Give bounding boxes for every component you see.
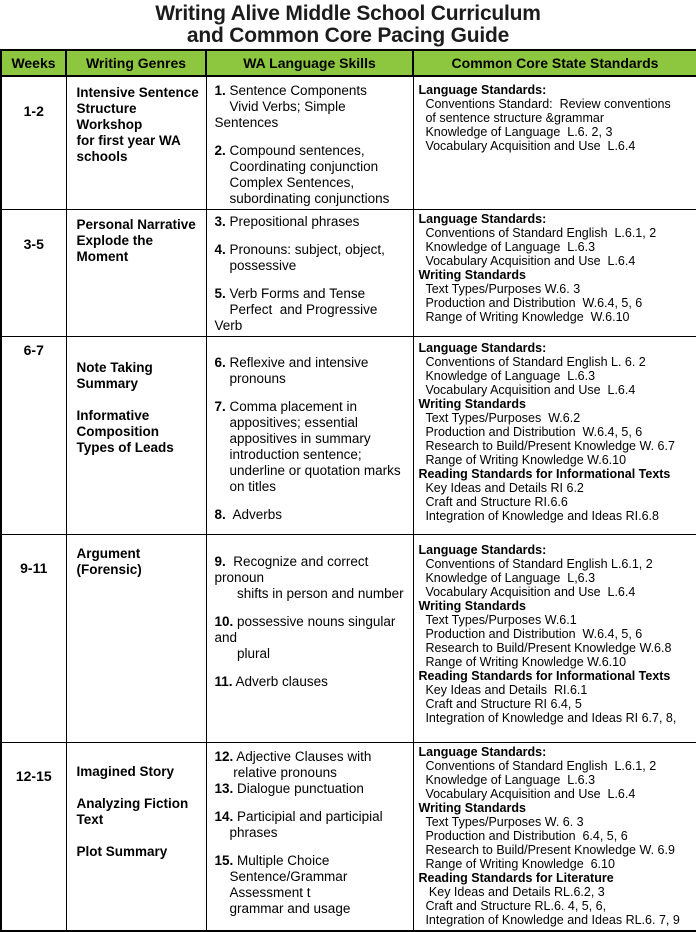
standards-cell bbox=[413, 76, 696, 210]
standards-item: Conventions of Standard English L.6.1, 2 bbox=[418, 226, 657, 240]
standards-item: Knowledge of Language L.6.3 bbox=[418, 369, 596, 383]
skill-item bbox=[215, 143, 409, 207]
standards-item: Knowledge of Language L.6.3 bbox=[418, 773, 596, 787]
table-row bbox=[1, 743, 696, 931]
genres-cell bbox=[66, 535, 206, 743]
header-writing-genres: Writing Genres bbox=[66, 50, 206, 76]
table-row bbox=[1, 210, 696, 337]
skill-item bbox=[215, 286, 409, 334]
skill-item bbox=[215, 242, 409, 274]
skill-number: 6. bbox=[214, 355, 226, 370]
skill-item bbox=[215, 809, 409, 841]
standards-heading: Reading Standards for Informational Texts bbox=[418, 467, 671, 481]
standards-item: Range of Writing Knowledge W.6.10 bbox=[418, 655, 627, 669]
genre-paragraph: Plot Summary bbox=[76, 844, 168, 859]
page-title bbox=[0, 3, 696, 47]
table-row bbox=[1, 76, 696, 210]
genre-paragraph: Informative Composition Types of Leads bbox=[76, 408, 174, 455]
skill-text: Sentence Components Vivid Verbs; Simple Sentences bbox=[214, 83, 367, 130]
standards-item: Craft and Structure RL.6. 4, 5, 6, bbox=[418, 899, 607, 913]
genre-paragraph: Analyzing Fiction Text bbox=[76, 796, 189, 827]
standards-item: Conventions Standard: Review conventions of sentence structure &grammar bbox=[425, 97, 671, 125]
genre-paragraph: Intensive Sentence Structure Workshop for first year WA schools bbox=[76, 85, 199, 164]
skill-number: 7. bbox=[214, 399, 226, 414]
standards-item: Production and Distribution 6.4, 5, 6 bbox=[418, 829, 628, 843]
skill-number: 12. bbox=[214, 749, 234, 764]
skill-text: Adverb clauses bbox=[232, 674, 328, 689]
skill-text: Compound sentences, Coordinating conjunction Complex Sentences, subordinating conjunctions bbox=[229, 143, 390, 206]
standards-item: Range of Writing Knowledge 6.10 bbox=[418, 857, 615, 871]
standards-heading: Writing Standards bbox=[418, 801, 526, 815]
standards-item: Integration of Knowledge and Ideas RI.6.8 bbox=[418, 509, 659, 523]
skill-text: Reflexive and intensive pronouns bbox=[229, 355, 369, 386]
standards-heading: Reading Standards for Informational Texts bbox=[418, 669, 671, 683]
standards-item: Conventions of Standard English L. 6. 2 bbox=[418, 355, 646, 369]
skill-item bbox=[215, 749, 409, 781]
pacing-guide-table bbox=[0, 49, 696, 932]
weeks-cell: 3-5 bbox=[1, 210, 66, 337]
standards-item: Knowledge of Language L.6. 2, 3 bbox=[418, 125, 613, 139]
standards-item: Research to Build/Present Knowledge W.6.8 bbox=[418, 641, 672, 655]
weeks-cell: 12-15 bbox=[1, 743, 66, 931]
standards-heading: Language Standards: bbox=[418, 83, 547, 97]
skill-number: 14. bbox=[214, 809, 234, 824]
standards-item: Text Types/Purposes W.6.1 bbox=[418, 613, 577, 627]
skill-number: 11. bbox=[214, 674, 233, 689]
skill-number: 15. bbox=[214, 853, 234, 868]
page bbox=[0, 3, 696, 932]
standards-cell bbox=[413, 535, 696, 743]
standards-item: Range of Writing Knowledge W.6.10 bbox=[418, 310, 630, 324]
standards-heading: Writing Standards bbox=[418, 268, 526, 282]
table-row bbox=[1, 337, 696, 535]
genre-paragraph: Note Taking Summary bbox=[76, 360, 153, 391]
skill-item bbox=[215, 674, 409, 690]
page-title-line2: and Common Core Pacing Guide bbox=[186, 24, 510, 47]
skill-text: Verb Forms and Tense Perfect and Progressive Verb bbox=[214, 286, 378, 333]
header-weeks: Weeks bbox=[1, 50, 66, 76]
genre-paragraph: Imagined Story bbox=[76, 764, 175, 779]
weeks-cell: 9-11 bbox=[1, 535, 66, 743]
header-row bbox=[1, 50, 696, 76]
skill-item bbox=[215, 614, 409, 662]
skill-text: Comma placement in appositives; essential appositives in summary introduction sentence; underline or quotation marks on titles bbox=[229, 399, 401, 494]
standards-item: Research to Build/Present Knowledge W. 6.7 bbox=[418, 439, 675, 453]
standards-item: Production and Distribution W.6.4, 5, 6 bbox=[418, 627, 643, 641]
skill-text: Multiple Choice Sentence/Grammar Assessment t grammar and usage bbox=[229, 853, 351, 916]
standards-heading: Language Standards: bbox=[418, 745, 547, 759]
standards-item: Range of Writing Knowledge W.6.10 bbox=[418, 453, 627, 467]
standards-cell bbox=[413, 210, 696, 337]
skill-item bbox=[215, 355, 409, 387]
standards-item: Vocabulary Acquisition and Use L.6.4 bbox=[418, 585, 636, 599]
header-common-core-standards: Common Core State Standards bbox=[413, 50, 696, 76]
standards-heading: Language Standards: bbox=[418, 212, 547, 226]
skill-item bbox=[215, 554, 409, 602]
standards-item: Vocabulary Acquisition and Use L.6.4 bbox=[418, 787, 636, 801]
skill-text: Participial and participial phrases bbox=[229, 809, 383, 840]
skill-text: Dialogue punctuation bbox=[233, 781, 364, 796]
standards-heading: Writing Standards bbox=[418, 599, 526, 613]
standards-item: Knowledge of Language L.6.3 bbox=[418, 240, 596, 254]
standards-item: Research to Build/Present Knowledge W. 6.9 bbox=[418, 843, 675, 857]
standards-item: Text Types/Purposes W.6. 3 bbox=[418, 282, 581, 296]
skill-number: 13. bbox=[214, 781, 234, 796]
standards-item: Text Types/Purposes W. 6. 3 bbox=[418, 815, 584, 829]
genre-paragraph: Argument (Forensic) bbox=[76, 546, 142, 577]
skill-number: 8. bbox=[214, 507, 226, 522]
genre-paragraph: Personal Narrative Explode the Moment bbox=[76, 217, 196, 264]
standards-item: Key Ideas and Details RI 6.2 bbox=[418, 481, 584, 495]
standards-heading: Language Standards: bbox=[418, 543, 547, 557]
standards-item: Vocabulary Acquisition and Use L.6.4 bbox=[418, 383, 636, 397]
skill-text: Recognize and correct pronoun shifts in person and number bbox=[214, 554, 404, 601]
table-row bbox=[1, 535, 696, 743]
skill-number: 3. bbox=[214, 214, 226, 229]
standards-item: Craft and Structure RI 6.4, 5 bbox=[418, 697, 582, 711]
skill-number: 2. bbox=[214, 143, 226, 158]
standards-item: Integration of Knowledge and Ideas RI 6.7, 8, bbox=[418, 711, 677, 725]
standards-heading: Language Standards: bbox=[418, 341, 547, 355]
skill-text: possessive nouns singular and plural bbox=[214, 614, 396, 661]
standards-item: Conventions of Standard English L.6.1, 2 bbox=[418, 557, 653, 571]
standards-cell bbox=[413, 337, 696, 535]
standards-item: Production and Distribution W.6.4, 5, 6 bbox=[418, 296, 643, 310]
skill-text: Prepositional phrases bbox=[225, 214, 360, 229]
standards-item: Vocabulary Acquisition and Use L.6.4 bbox=[418, 139, 636, 153]
standards-item: Knowledge of Language L,6.3 bbox=[418, 571, 596, 585]
standards-cell bbox=[413, 743, 696, 931]
skill-number: 10. bbox=[214, 614, 234, 629]
skill-item bbox=[215, 83, 409, 131]
skill-number: 4. bbox=[214, 242, 226, 257]
genres-cell bbox=[66, 743, 206, 931]
genres-cell bbox=[66, 337, 206, 535]
skill-item bbox=[215, 853, 409, 917]
skills-cell bbox=[206, 210, 413, 337]
genres-cell bbox=[66, 210, 206, 337]
skill-item bbox=[215, 781, 409, 797]
skill-item bbox=[215, 214, 409, 230]
skills-cell bbox=[206, 535, 413, 743]
standards-item: Key Ideas and Details RI.6.1 bbox=[418, 683, 588, 697]
page-title-line1: Writing Alive Middle School Curriculum bbox=[155, 2, 541, 25]
header-wa-language-skills: WA Language Skills bbox=[206, 50, 413, 76]
standards-heading: Writing Standards bbox=[418, 397, 526, 411]
weeks-cell: 1-2 bbox=[1, 76, 66, 210]
standards-item: Vocabulary Acquisition and Use L.6.4 bbox=[418, 254, 636, 268]
standards-item: Key Ideas and Details RL.6.2, 3 bbox=[418, 885, 605, 899]
skill-text: Adverbs bbox=[225, 507, 283, 522]
skill-text: Pronouns: subject, object, possessive bbox=[229, 242, 385, 273]
skills-cell bbox=[206, 337, 413, 535]
skill-text: Adjective Clauses with relative pronouns bbox=[233, 749, 372, 780]
standards-item: Text Types/Purposes W.6.2 bbox=[418, 411, 581, 425]
skill-item bbox=[215, 399, 409, 495]
skill-number: 1. bbox=[214, 83, 226, 98]
standards-item: Craft and Structure RI.6.6 bbox=[418, 495, 568, 509]
standards-item: Integration of Knowledge and Ideas RL.6. 7, 9 bbox=[418, 913, 680, 927]
skills-cell bbox=[206, 76, 413, 210]
weeks-cell: 6-7 bbox=[1, 337, 66, 535]
standards-item: Conventions of Standard English L.6.1, 2 bbox=[418, 759, 657, 773]
standards-heading: Reading Standards for Literature bbox=[418, 871, 614, 885]
skill-item bbox=[215, 507, 409, 523]
standards-item: Production and Distribution W.6.4, 5, 6 bbox=[418, 425, 643, 439]
skills-cell bbox=[206, 743, 413, 931]
skill-number: 5. bbox=[214, 286, 226, 301]
skill-number: 9. bbox=[214, 554, 226, 569]
genres-cell bbox=[66, 76, 206, 210]
table-body bbox=[1, 76, 696, 931]
